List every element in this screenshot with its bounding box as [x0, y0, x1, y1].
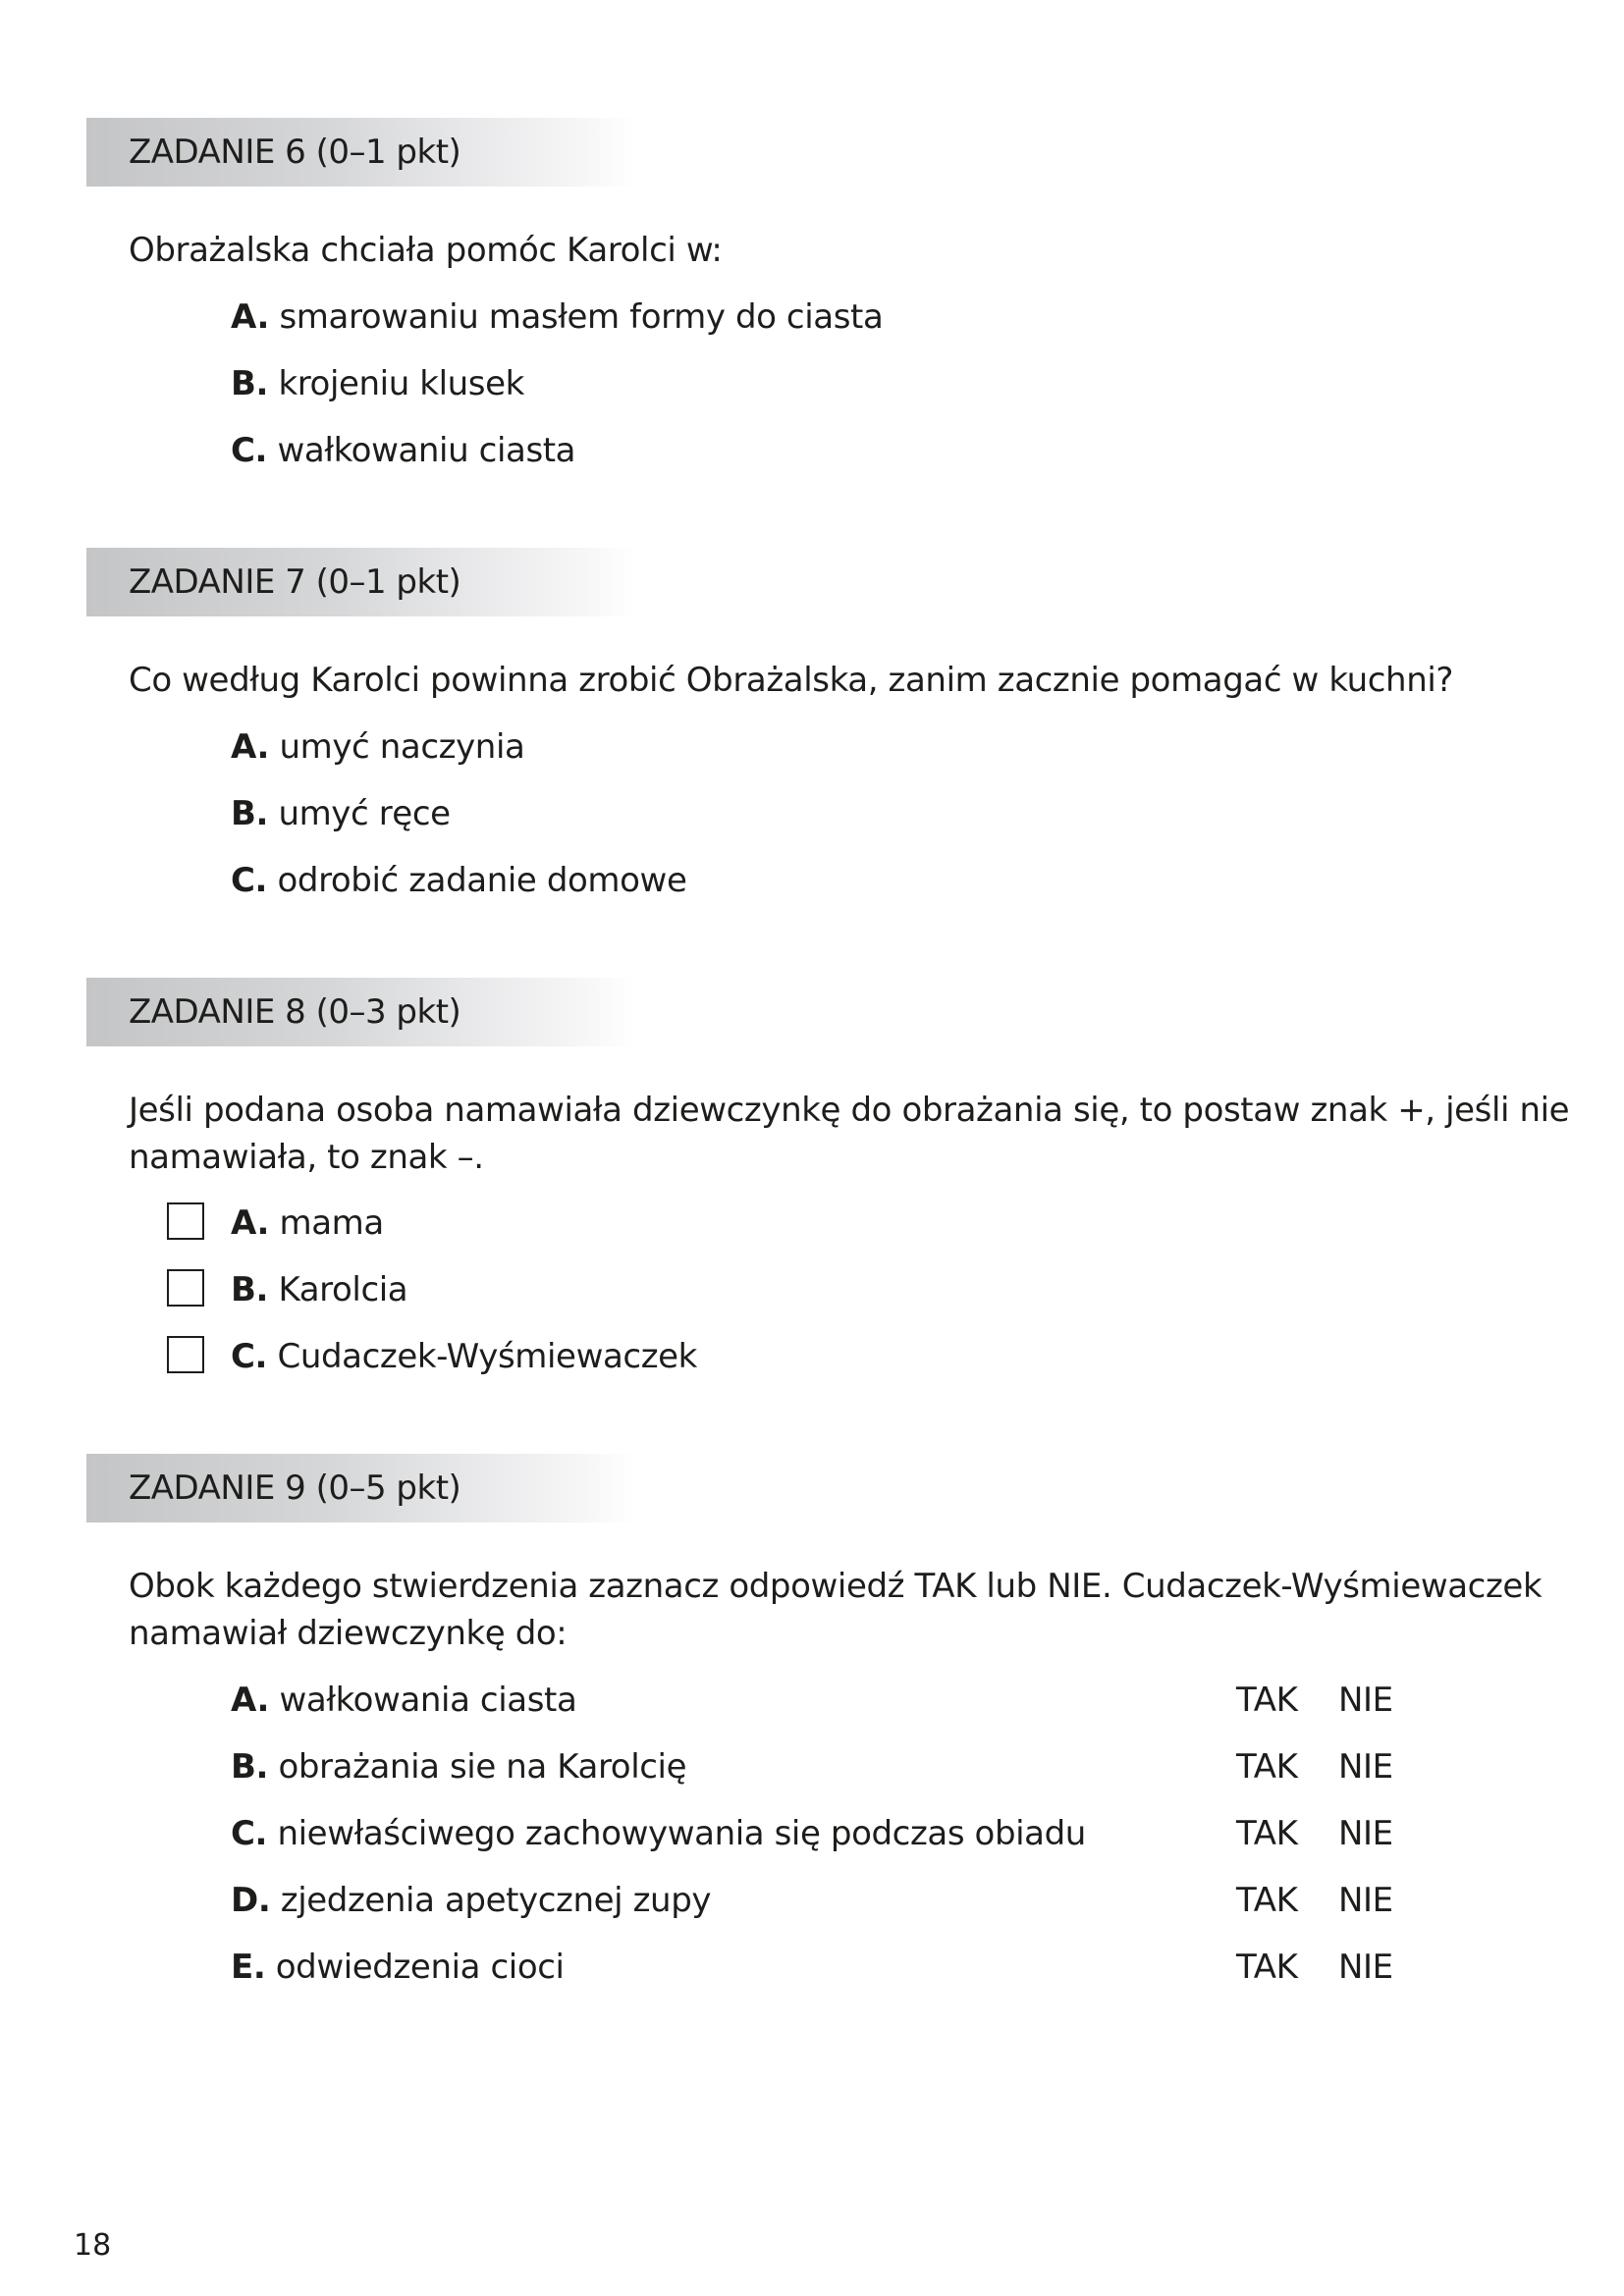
- task-8-option-a: [231, 1200, 384, 1247]
- task-6-option-c[interactable]: [231, 427, 575, 474]
- option-letter: C.: [231, 1814, 268, 1853]
- option-letter: A.: [231, 1681, 270, 1720]
- option-letter: E.: [231, 1948, 266, 1987]
- task-8-checkbox-c[interactable]: [167, 1336, 204, 1373]
- task-9-a-tak[interactable]: TAK: [1236, 1681, 1298, 1720]
- task-8-option-c: [231, 1333, 697, 1380]
- task-9-e-tak[interactable]: TAK: [1236, 1948, 1298, 1987]
- option-text: smarowaniu masłem formy do ciasta: [269, 297, 884, 337]
- task-9-c-tak[interactable]: TAK: [1236, 1814, 1298, 1853]
- option-letter: C.: [231, 431, 268, 470]
- task-7-option-c[interactable]: [231, 857, 686, 904]
- task-8-title: ZADANIE 8 (0–3 pkt): [129, 992, 461, 1032]
- option-letter: B.: [231, 1270, 269, 1309]
- option-letter: C.: [231, 861, 268, 900]
- task-7-option-a[interactable]: [231, 723, 524, 771]
- task-9-d-tak[interactable]: TAK: [1236, 1881, 1298, 1920]
- task-8-option-b: [231, 1266, 407, 1313]
- option-text: odrobić zadanie domowe: [267, 861, 687, 900]
- task-9-question-line-1: Obok każdego stwierdzenia zaznacz odpowiedź TAK lub NIE. Cudaczek-Wyśmiewaczek: [129, 1567, 1543, 1606]
- option-letter: B.: [231, 794, 269, 833]
- task-9-statement-b: [231, 1743, 686, 1790]
- page-number: 18: [74, 2228, 112, 2263]
- task-9-title: ZADANIE 9 (0–5 pkt): [129, 1468, 461, 1508]
- task-6-option-b[interactable]: [231, 360, 524, 407]
- option-letter: A.: [231, 297, 270, 337]
- task-9-a-nie[interactable]: NIE: [1338, 1681, 1393, 1720]
- task-9-d-nie[interactable]: NIE: [1338, 1881, 1393, 1920]
- option-text: wałkowaniu ciasta: [267, 431, 576, 470]
- task-9-statement-c: [231, 1810, 1086, 1857]
- task-6-question: Obrażalska chciała pomóc Karolci w:: [129, 231, 723, 270]
- task-8-checkbox-b[interactable]: [167, 1269, 204, 1307]
- option-letter: D.: [231, 1881, 271, 1920]
- option-text: krojeniu klusek: [268, 364, 524, 403]
- option-text: mama: [269, 1203, 384, 1243]
- task-8-question-line-2: namawiała, to znak –.: [129, 1138, 484, 1177]
- task-9-statement-a: [231, 1677, 576, 1724]
- option-letter: B.: [231, 1747, 269, 1787]
- task-7-header: [86, 548, 636, 616]
- task-9-b-nie[interactable]: NIE: [1338, 1747, 1393, 1787]
- task-8-checkbox-a[interactable]: [167, 1202, 204, 1240]
- option-text: niewłaściwego zachowywania się podczas obiadu: [267, 1814, 1086, 1853]
- task-9-c-nie[interactable]: NIE: [1338, 1814, 1393, 1853]
- option-letter: C.: [231, 1337, 268, 1376]
- option-letter: B.: [231, 364, 269, 403]
- task-6-header: [86, 118, 636, 187]
- task-8-header: [86, 978, 636, 1046]
- task-7-title: ZADANIE 7 (0–1 pkt): [129, 562, 461, 602]
- task-9-b-tak[interactable]: TAK: [1236, 1747, 1298, 1787]
- option-text: umyć ręce: [268, 794, 451, 833]
- option-text: zjedzenia apetycznej zupy: [270, 1881, 712, 1920]
- option-text: odwiedzenia cioci: [265, 1948, 565, 1987]
- option-text: obrażania sie na Karolcię: [268, 1747, 687, 1787]
- task-7-option-b[interactable]: [231, 790, 451, 837]
- task-7-question: Co według Karolci powinna zrobić Obrażalska, zanim zacznie pomagać w kuchni?: [129, 661, 1454, 700]
- task-9-statement-d: [231, 1877, 711, 1924]
- task-9-header: [86, 1454, 636, 1522]
- task-9-e-nie[interactable]: NIE: [1338, 1948, 1393, 1987]
- task-9-statement-e: [231, 1944, 565, 1991]
- option-letter: A.: [231, 1203, 270, 1243]
- option-text: umyć naczynia: [269, 727, 525, 767]
- option-text: wałkowania ciasta: [269, 1681, 577, 1720]
- option-text: Cudaczek-Wyśmiewaczek: [267, 1337, 697, 1376]
- task-6-option-a[interactable]: [231, 294, 883, 341]
- task-8-question-line-1: Jeśli podana osoba namawiała dziewczynkę do obrażania się, to postaw znak +, jeśli nie: [129, 1091, 1570, 1130]
- option-text: Karolcia: [268, 1270, 408, 1309]
- task-6-title: ZADANIE 6 (0–1 pkt): [129, 133, 461, 172]
- option-letter: A.: [231, 727, 270, 767]
- task-9-question-line-2: namawiał dziewczynkę do:: [129, 1614, 568, 1653]
